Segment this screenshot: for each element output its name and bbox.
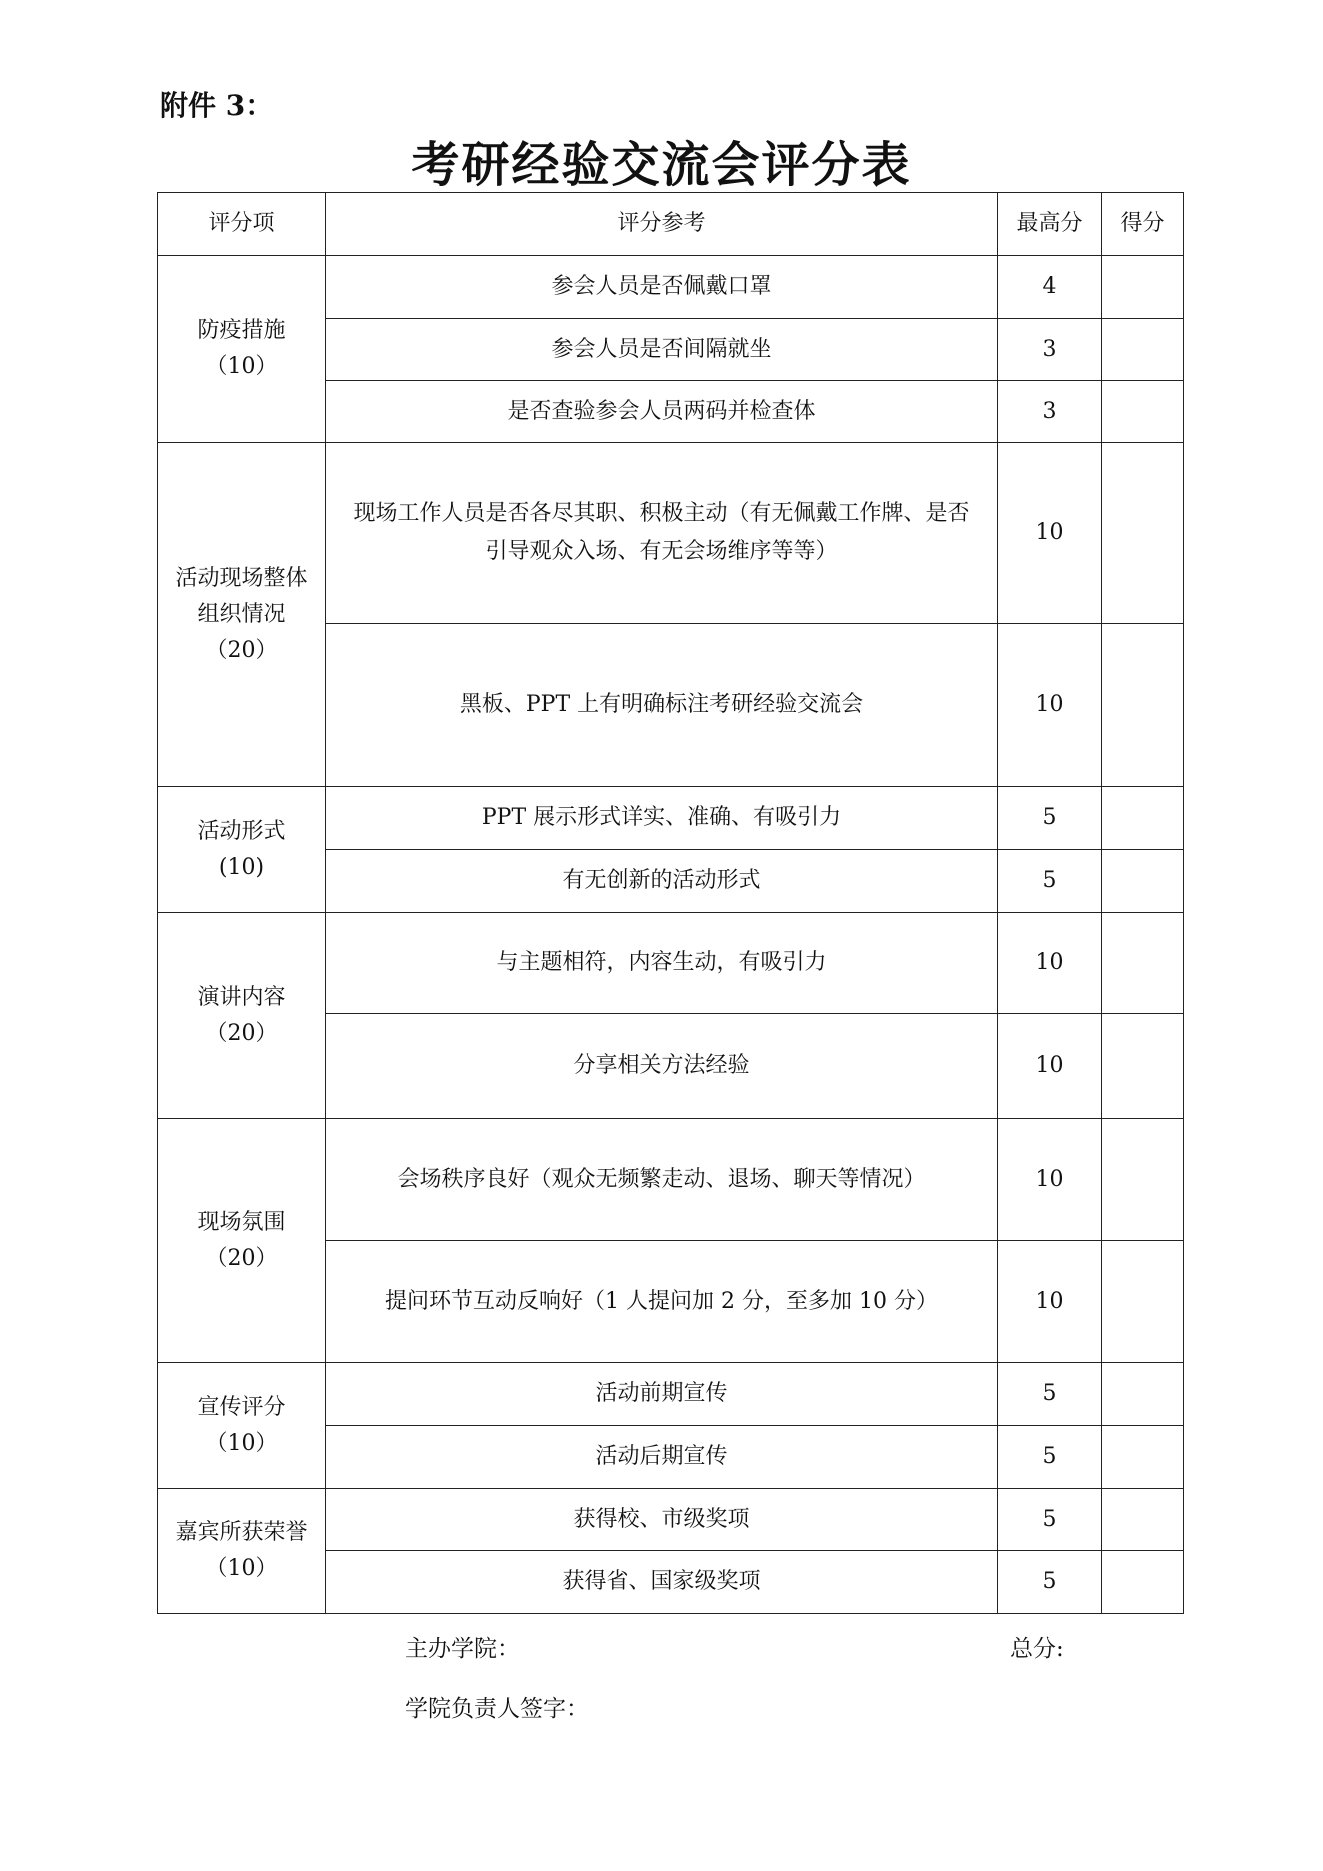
score-field[interactable]	[1102, 1426, 1184, 1489]
criterion-text: 获得省、国家级奖项	[326, 1551, 998, 1614]
max-score: 10	[998, 1014, 1102, 1119]
table-row	[158, 443, 1184, 624]
category-name: 演讲内容	[197, 984, 286, 1010]
criterion-text: 活动前期宣传	[326, 1363, 998, 1426]
document-title: 考研经验交流会评分表	[411, 137, 912, 193]
table-row	[158, 256, 1184, 319]
score-field[interactable]	[1102, 1363, 1184, 1426]
score-field[interactable]	[1102, 1014, 1184, 1119]
score-field[interactable]	[1102, 1489, 1184, 1551]
max-score: 5	[998, 1363, 1102, 1426]
score-field[interactable]	[1102, 787, 1184, 850]
score-field[interactable]	[1102, 1119, 1184, 1241]
category-cell	[158, 1363, 326, 1489]
score-field[interactable]	[1102, 256, 1184, 319]
category-name: 现场氛围	[197, 1209, 286, 1235]
criterion-text: PPT 展示形式详实、准确、有吸引力	[326, 787, 998, 850]
table-row	[158, 1363, 1184, 1426]
max-score: 5	[998, 1489, 1102, 1551]
criterion-text: 分享相关方法经验	[326, 1014, 998, 1119]
max-score: 5	[998, 850, 1102, 913]
score-field[interactable]	[1102, 319, 1184, 381]
table-row	[158, 1489, 1184, 1551]
criterion-text: 参会人员是否佩戴口罩	[326, 256, 998, 319]
score-table	[157, 192, 1184, 1614]
max-score: 4	[998, 256, 1102, 319]
criterion-text: 参会人员是否间隔就坐	[326, 319, 998, 381]
header-item: 评分项	[158, 193, 326, 256]
category-name: 嘉宾所获荣誉	[175, 1520, 308, 1545]
category-name: 宣传评分	[197, 1394, 286, 1420]
category-points: （10）	[205, 354, 278, 379]
max-score: 5	[998, 1551, 1102, 1614]
max-score: 10	[998, 443, 1102, 624]
table-row	[158, 913, 1184, 1014]
score-field[interactable]	[1102, 850, 1184, 913]
category-cell	[158, 913, 326, 1119]
max-score: 10	[998, 624, 1102, 787]
criterion-text: 会场秩序良好（观众无频繁走动、退场、聊天等情况）	[326, 1119, 998, 1241]
criterion-text: 有无创新的活动形式	[326, 850, 998, 913]
max-score: 5	[998, 787, 1102, 850]
category-cell	[158, 787, 326, 913]
total-score-label: 总分:	[1010, 1636, 1064, 1662]
table-header-row	[158, 193, 1184, 256]
criterion-text: 提问环节互动反响好（1 人提问加 2 分，至多加 10 分）	[326, 1241, 998, 1363]
max-score: 10	[998, 1119, 1102, 1241]
score-field[interactable]	[1102, 913, 1184, 1014]
category-points: （20）	[205, 637, 278, 663]
table-row	[158, 1119, 1184, 1241]
category-points: (10)	[218, 854, 265, 880]
criterion-text: 现场工作人员是否各尽其职、积极主动（有无佩戴工作牌、是否引导观众入场、有无会场维序等等）	[326, 443, 998, 624]
table-row	[158, 787, 1184, 850]
score-field[interactable]	[1102, 1241, 1184, 1363]
criterion-text: 获得校、市级奖项	[326, 1489, 998, 1551]
signature-label: 学院负责人签字：	[405, 1696, 589, 1722]
score-field[interactable]	[1102, 624, 1184, 787]
category-name: 活动形式	[197, 818, 286, 844]
max-score: 10	[998, 1241, 1102, 1363]
criterion-text: 黑板、PPT 上有明确标注考研经验交流会	[326, 624, 998, 787]
criterion-text: 活动后期宣传	[326, 1426, 998, 1489]
category-points: （20）	[205, 1245, 278, 1271]
max-score: 5	[998, 1426, 1102, 1489]
category-points: （10）	[205, 1556, 278, 1581]
max-score: 10	[998, 913, 1102, 1014]
header-reference: 评分参考	[326, 193, 998, 256]
max-score: 3	[998, 381, 1102, 443]
score-field[interactable]	[1102, 443, 1184, 624]
header-score: 得分	[1102, 193, 1184, 256]
category-name: 活动现场整体组织情况	[175, 565, 308, 627]
header-max-score: 最高分	[998, 193, 1102, 256]
attachment-label: 附件 3：	[160, 89, 274, 122]
host-college-label: 主办学院：	[405, 1636, 520, 1662]
category-name: 防疫措施	[197, 318, 286, 343]
criterion-text: 是否查验参会人员两码并检查体	[326, 381, 998, 443]
category-cell	[158, 1489, 326, 1614]
score-field[interactable]	[1102, 381, 1184, 443]
category-cell	[158, 443, 326, 787]
criterion-text: 与主题相符，内容生动，有吸引力	[326, 913, 998, 1014]
max-score: 3	[998, 319, 1102, 381]
category-points: （20）	[205, 1020, 278, 1046]
category-cell	[158, 256, 326, 443]
score-field[interactable]	[1102, 1551, 1184, 1614]
category-cell	[158, 1119, 326, 1363]
category-points: （10）	[205, 1430, 278, 1456]
